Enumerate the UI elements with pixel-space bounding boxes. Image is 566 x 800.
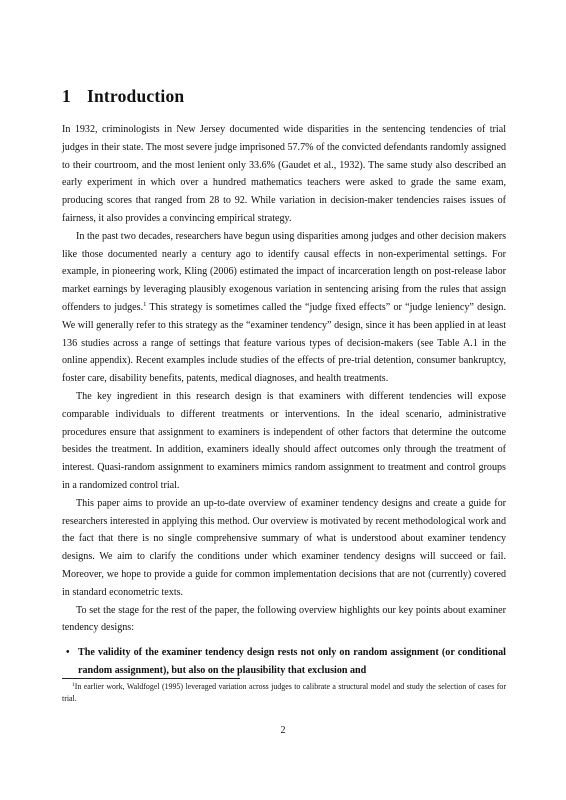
bullet-icon: • xyxy=(66,647,70,659)
page-number: 2 xyxy=(280,725,286,736)
list-item-text: The validity of the examiner tendency design rests not only on random assignment (or conditional random assignment), but also on the plausibility that exclusion and xyxy=(78,647,506,676)
section-number: 1 xyxy=(62,86,71,106)
footnote-mark: 1 xyxy=(72,682,75,688)
footnote-reference[interactable]: 1 xyxy=(143,300,147,308)
list-item xyxy=(62,644,506,680)
footnote xyxy=(62,681,506,704)
section-heading xyxy=(62,86,184,107)
footnote-text: In earlier work, Waldfogel (1995) leveraged variation across judges to calibrate a structural model and study the selection of cases for trial. xyxy=(62,682,506,703)
paragraph-3: The key ingredient in this research design is that examiners with different tendencies will expose comparable individuals to different treatments or interventions. In the ideal scenario, administrative procedures ensure that assignment to examiners is independent of other factors that determine the outcome besides the treatment. In addition, examiners ideally should affect outcomes only through the treatment of interest. Quasi-random assignment to examiners mimics random assignment to treatment and control groups in a randomized control trial. xyxy=(62,390,506,491)
body-text xyxy=(62,121,506,680)
paragraph-1: In 1932, criminologists in New Jersey documented wide disparities in the sentencing tendencies of trial judges in their state. The most severe judge imprisoned 57.7% of the convicted defendants randomly assigned to their courtroom, and the most lenient only 33.6% (Gaudet et al., 1932). The same study also described an early experiment in which over a hundred mathematics teachers were asked to grade the same exam, producing scores that ranged from 28 to 92. While variation in decision-maker tendencies raises issues of fairness, it also provides a convincing empirical strategy. xyxy=(62,124,506,224)
paragraph-2-text-b: This strategy is sometimes called the “judge fixed effects” or “judge leniency” design. We will generally refer to this strategy as the “examiner tendency” design, since it has been applied in at least 136 studies across a range of settings that feature various types of decision-makers (see Table A.1 in the online appendix). Recent examples include studies of the effects of pre-trial detention, consumer bankruptcy, foster care, disability benefits, patents, medical diagnoses, and health treatments. xyxy=(62,301,506,385)
paragraph-5: To set the stage for the rest of the paper, the following overview highlights our key points about examiner tendency designs: xyxy=(62,604,506,634)
paragraph-2 xyxy=(62,228,506,388)
paragraph-4: This paper aims to provide an up-to-date overview of examiner tendency designs and create a guide for researchers interested in applying this method. Our overview is motivated by recent methodological work and the fact that there is no single comprehensive summary of what is understood about examiner tendency designs. We aim to clarify the conditions under which examiner tendency designs will succeed or fail. Moreover, we hope to provide a guide for common implementation decisions that are not (currently) covered in standard econometric texts. xyxy=(62,497,506,598)
key-points-list xyxy=(62,644,506,680)
paragraph-2-text-a: In the past two decades, researchers have begun using disparities among judges and other decision makers like those documented nearly a century ago to identify causal effects in non-experimental settings. For example, in pioneering work, Kling (2006) estimated the impact of incarceration length on post-release labor market earnings by leveraging plausibly exogenous variation in sentencing arising from the rules that assign offenders to judges. xyxy=(62,230,506,313)
footnote-divider xyxy=(62,678,240,679)
section-title: Introduction xyxy=(86,86,185,106)
